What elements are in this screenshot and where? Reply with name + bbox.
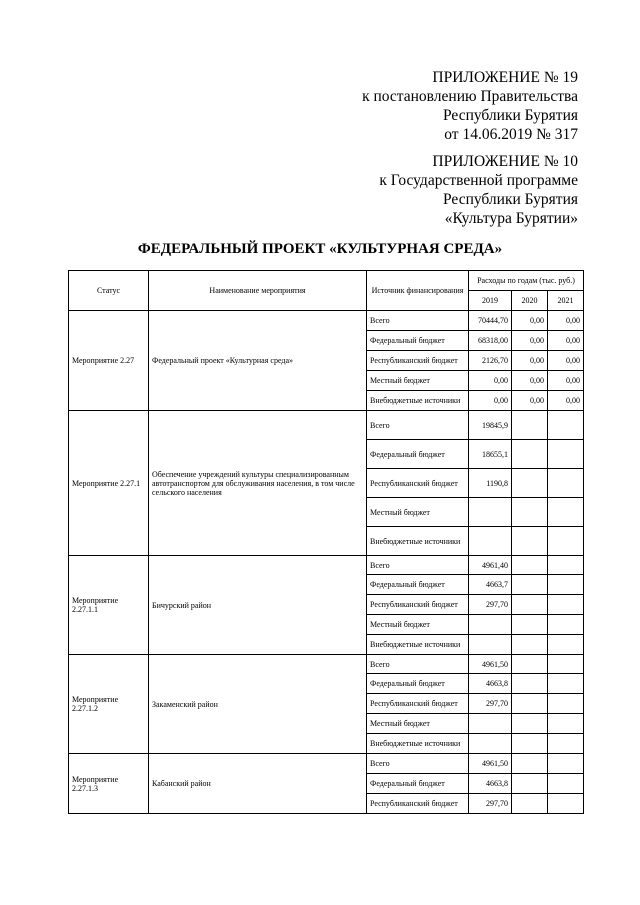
activity-name: Кабанский район: [149, 754, 367, 814]
expense-value: 2126,70: [469, 351, 512, 371]
expense-value: [548, 635, 584, 655]
expense-value: [512, 734, 548, 754]
appendix-19-header: [362, 68, 578, 144]
table-body: [69, 311, 584, 814]
funding-source: Всего: [367, 411, 469, 440]
expense-value: [512, 498, 548, 527]
activity-status: Мероприятие 2.27.1: [69, 411, 149, 556]
funding-source: Республиканский бюджет: [367, 351, 469, 371]
activity-status: Мероприятие 2.27: [69, 311, 149, 411]
funding-source: Республиканский бюджет: [367, 694, 469, 714]
header-year: 2021: [548, 291, 584, 311]
funding-source: Внебюджетные источники: [367, 527, 469, 556]
expense-value: [512, 527, 548, 556]
header-line: к Государственной программе: [379, 172, 578, 189]
table-row: [69, 411, 584, 440]
expense-value: [548, 655, 584, 674]
funding-source: Федеральный бюджет: [367, 331, 469, 351]
table-row: [69, 655, 584, 674]
expense-value: 297,70: [469, 694, 512, 714]
expense-value: [548, 498, 584, 527]
expense-value: 0,00: [548, 331, 584, 351]
expense-value: [548, 527, 584, 556]
expense-value: 4663,8: [469, 674, 512, 694]
expense-value: 0,00: [512, 391, 548, 411]
expense-value: [512, 469, 548, 498]
funding-source: Федеральный бюджет: [367, 575, 469, 595]
expense-value: [469, 498, 512, 527]
expense-value: [469, 615, 512, 635]
funding-source: Внебюджетные источники: [367, 391, 469, 411]
expense-value: 4961,50: [469, 754, 512, 774]
header-name: Наименование мероприятия: [149, 271, 367, 311]
expense-value: [548, 556, 584, 575]
expense-value: 4663,7: [469, 575, 512, 595]
expense-value: 0,00: [469, 391, 512, 411]
header-expenses: Расходы по годам (тыс. руб.): [469, 271, 584, 291]
expense-value: 0,00: [548, 391, 584, 411]
funding-source: Федеральный бюджет: [367, 774, 469, 794]
expense-value: [512, 694, 548, 714]
expense-value: 4961,50: [469, 655, 512, 674]
header-source: Источник финансирования: [367, 271, 469, 311]
expense-value: [469, 527, 512, 556]
expense-value: [548, 774, 584, 794]
expense-value: 0,00: [512, 351, 548, 371]
activity-status: Мероприятие 2.27.1.1: [69, 556, 149, 655]
funding-source: Внебюджетные источники: [367, 734, 469, 754]
funding-source: Местный бюджет: [367, 371, 469, 391]
header-line: к постановлению Правительства: [362, 88, 578, 105]
expense-value: [548, 615, 584, 635]
expense-value: [469, 734, 512, 754]
header-year: 2020: [512, 291, 548, 311]
funding-source: Республиканский бюджет: [367, 794, 469, 814]
activity-status: Мероприятие 2.27.1.3: [69, 754, 149, 814]
header-line: ПРИЛОЖЕНИЕ № 10: [432, 153, 578, 170]
expense-value: [548, 734, 584, 754]
expense-value: [548, 794, 584, 814]
expense-value: 0,00: [469, 371, 512, 391]
expense-value: [512, 615, 548, 635]
expense-value: 297,70: [469, 794, 512, 814]
expense-value: 19845,9: [469, 411, 512, 440]
header-line: Республики Бурятия: [443, 191, 578, 208]
expense-value: [548, 469, 584, 498]
expense-value: 1190,8: [469, 469, 512, 498]
expense-value: [548, 714, 584, 734]
expense-value: 18655,1: [469, 440, 512, 469]
table-row: [69, 311, 584, 331]
header-line: Республики Бурятия: [443, 107, 578, 124]
expense-value: 0,00: [512, 371, 548, 391]
funding-source: Республиканский бюджет: [367, 469, 469, 498]
expense-value: [548, 694, 584, 714]
funding-source: Местный бюджет: [367, 615, 469, 635]
document-title: ФЕДЕРАЛЬНЫЙ ПРОЕКТ «КУЛЬТУРНАЯ СРЕДА»: [137, 241, 503, 257]
table-row: [69, 556, 584, 575]
expense-value: [512, 575, 548, 595]
header-status: Статус: [69, 271, 149, 311]
header-line: ПРИЛОЖЕНИЕ № 19: [432, 69, 578, 86]
expense-value: [548, 440, 584, 469]
expense-value: [512, 440, 548, 469]
activity-name: Обеспечение учреждений культуры специализированным автотранспортом для обслуживания населения, в том числе сельского населения: [149, 411, 367, 556]
activity-name: Закаменский район: [149, 655, 367, 754]
header-line: «Культура Бурятии»: [444, 210, 578, 227]
table-row: [69, 754, 584, 774]
activity-name: Федеральный проект «Культурная среда»: [149, 311, 367, 411]
expense-value: [548, 411, 584, 440]
expense-value: [512, 635, 548, 655]
expense-value: [548, 754, 584, 774]
expense-value: [512, 556, 548, 575]
expense-value: 0,00: [548, 311, 584, 331]
funding-source: Местный бюджет: [367, 498, 469, 527]
expense-value: 68318,00: [469, 331, 512, 351]
expense-value: 0,00: [548, 351, 584, 371]
expense-value: [548, 674, 584, 694]
funding-source: Всего: [367, 655, 469, 674]
expense-value: [512, 674, 548, 694]
funding-source: Внебюджетные источники: [367, 635, 469, 655]
expense-value: [512, 595, 548, 615]
header-line: от 14.06.2019 № 317: [444, 126, 578, 143]
expense-value: [512, 411, 548, 440]
expense-value: [469, 714, 512, 734]
expense-value: [512, 655, 548, 674]
funding-source: Всего: [367, 311, 469, 331]
financing-table: [68, 270, 584, 814]
expense-value: 0,00: [512, 311, 548, 331]
expense-value: 0,00: [548, 371, 584, 391]
expense-value: 4663,8: [469, 774, 512, 794]
expense-value: 297,70: [469, 595, 512, 615]
funding-source: Федеральный бюджет: [367, 674, 469, 694]
expense-value: [512, 774, 548, 794]
expense-value: 70444,70: [469, 311, 512, 331]
expense-value: 4961,40: [469, 556, 512, 575]
expense-value: [512, 794, 548, 814]
expense-value: [512, 754, 548, 774]
funding-source: Всего: [367, 556, 469, 575]
expense-value: [548, 595, 584, 615]
funding-source: Всего: [367, 754, 469, 774]
appendix-10-header: [379, 152, 578, 228]
funding-source: Местный бюджет: [367, 714, 469, 734]
expense-value: 0,00: [512, 331, 548, 351]
funding-source: Республиканский бюджет: [367, 595, 469, 615]
expense-value: [512, 714, 548, 734]
expense-value: [548, 575, 584, 595]
expense-value: [469, 635, 512, 655]
activity-name: Бичурский район: [149, 556, 367, 655]
funding-source: Федеральный бюджет: [367, 440, 469, 469]
header-year: 2019: [469, 291, 512, 311]
activity-status: Мероприятие 2.27.1.2: [69, 655, 149, 754]
